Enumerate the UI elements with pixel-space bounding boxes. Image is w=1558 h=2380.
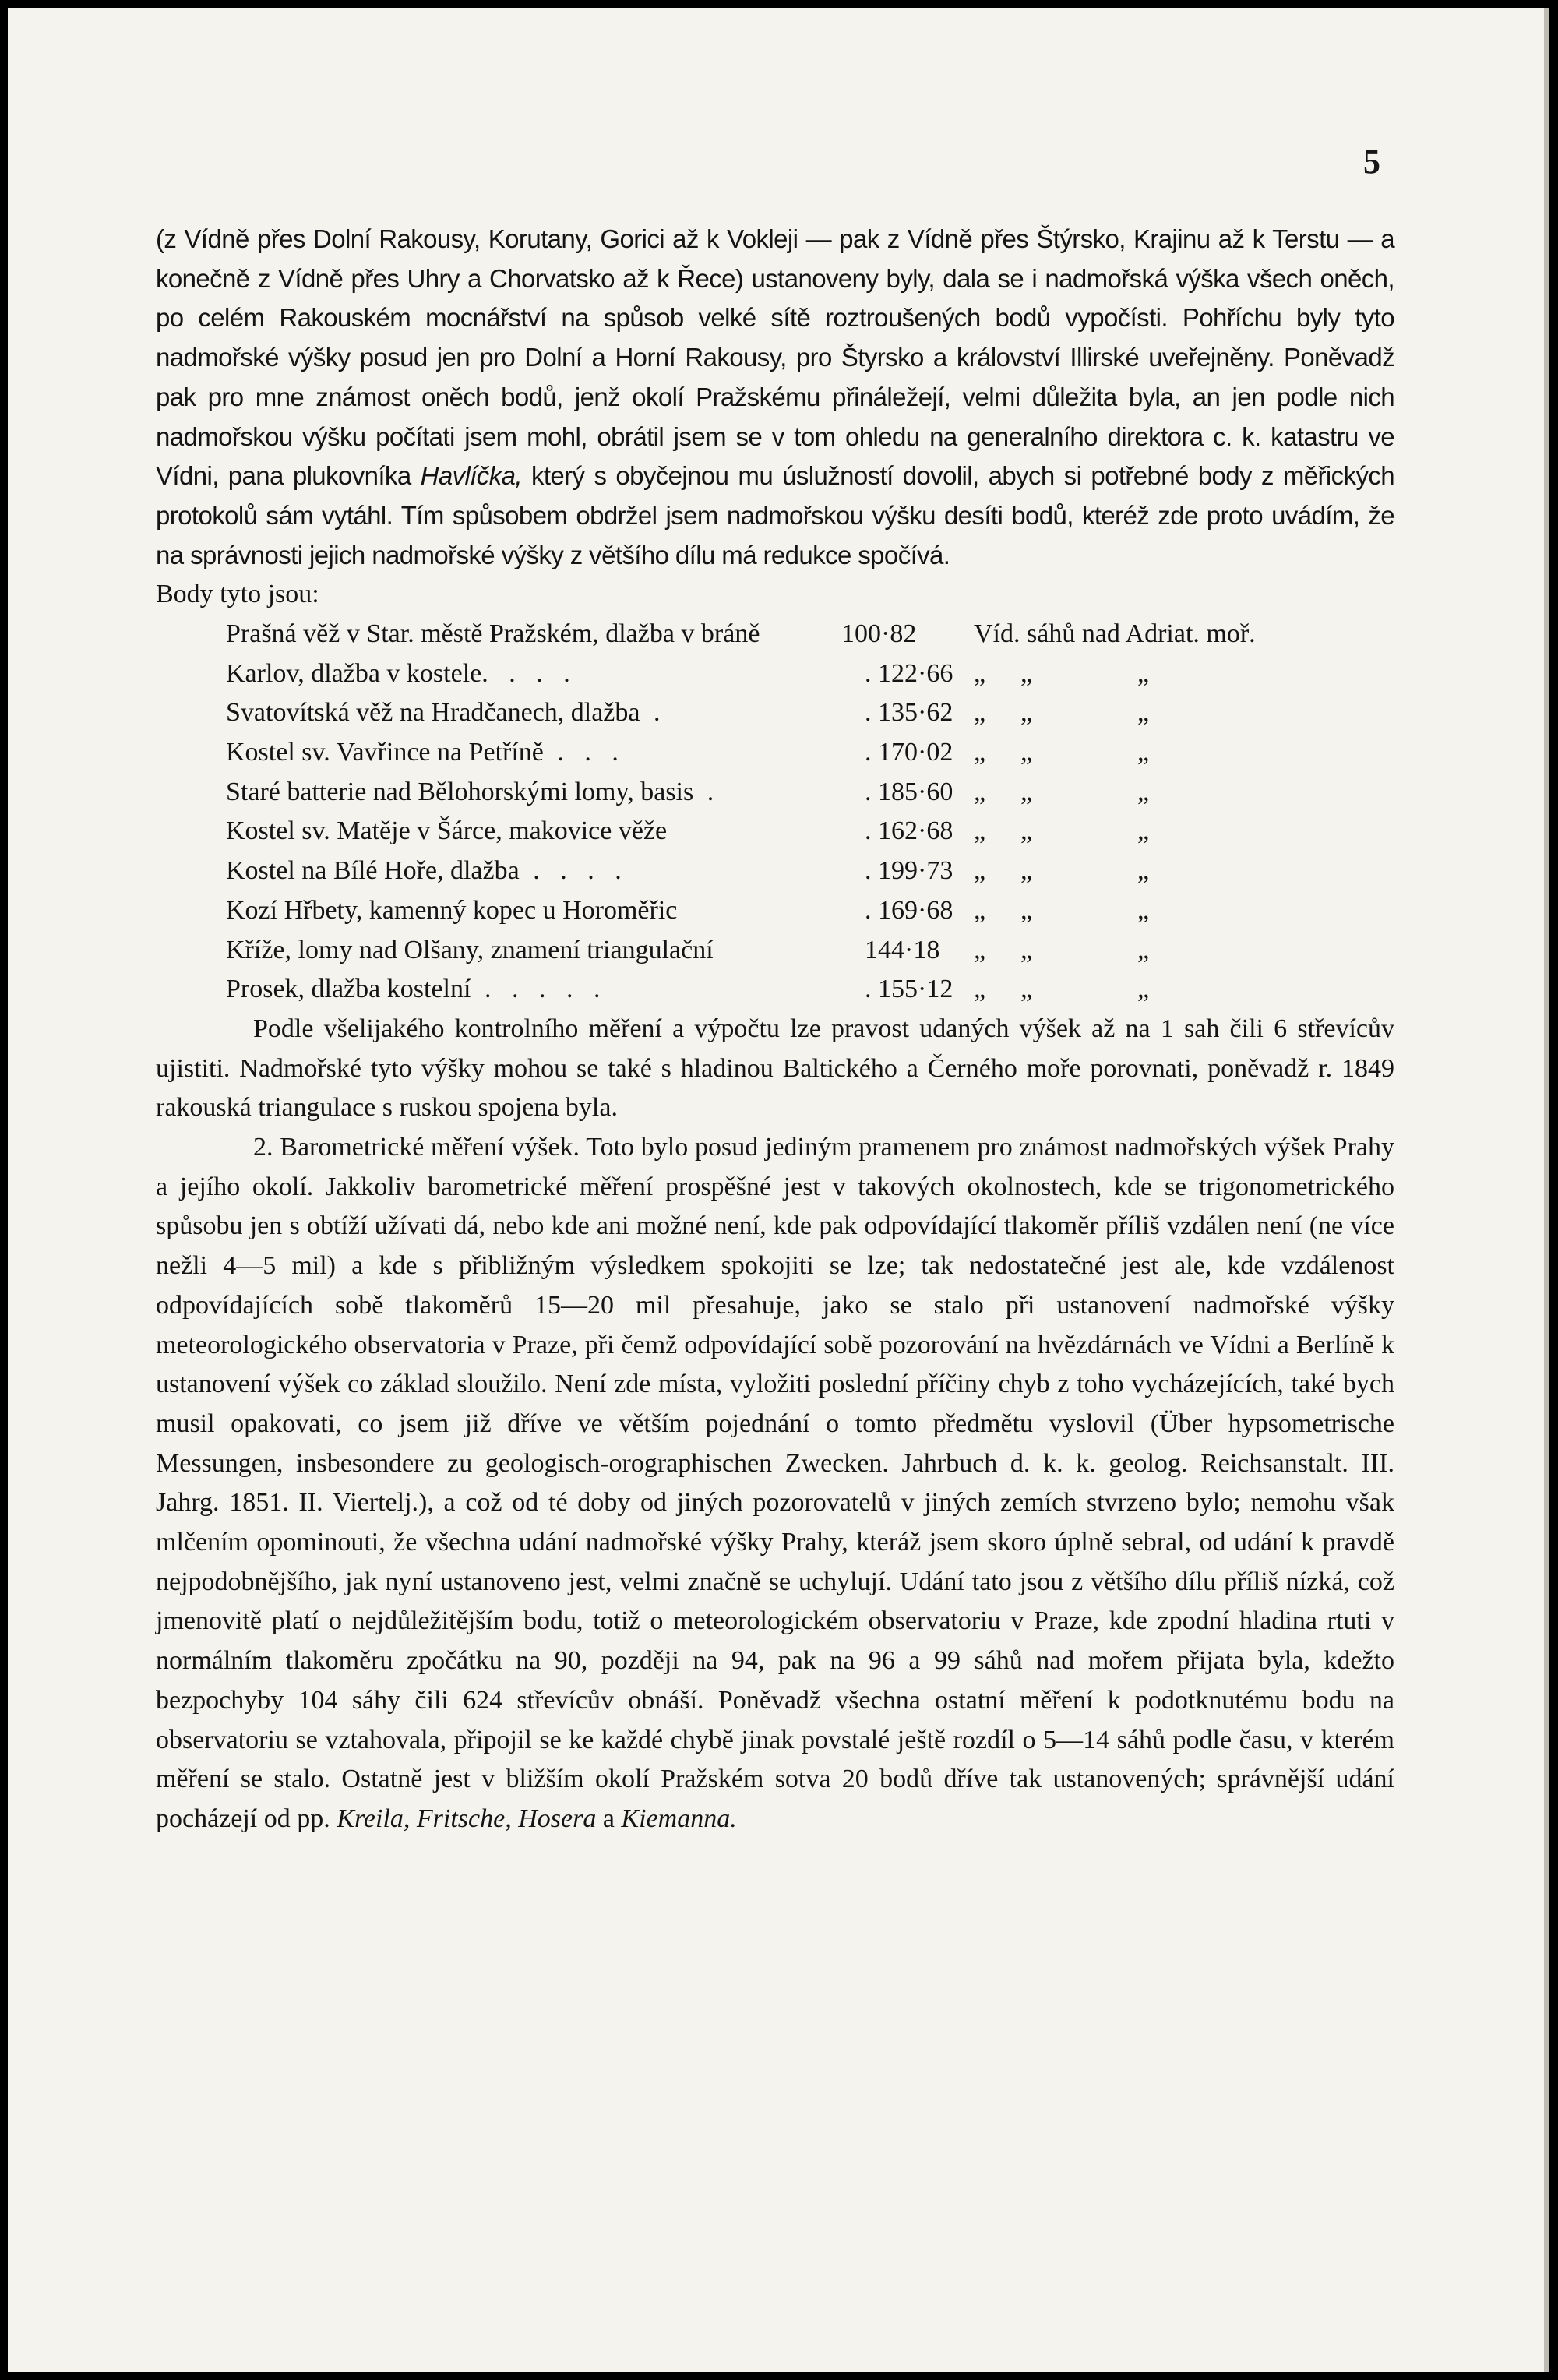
heights-place-name: Kostel sv. Matěje v Šárce, makovice věže (226, 816, 668, 846)
heights-row (226, 654, 1394, 694)
list-intro: Body tyto jsou: (156, 580, 319, 609)
heights-place-name: Prosek, dlažba kostelní (226, 975, 471, 1004)
ditto-mark: „ (1137, 975, 1150, 1004)
paragraph-intro (156, 220, 1394, 575)
heights-place-name: Kříže, lomy nad Olšany, znamení triangulační (226, 935, 714, 964)
ditto-mark: „ (974, 935, 986, 964)
heights-place (226, 654, 865, 694)
ditto-mark: „ (974, 975, 986, 1004)
ditto-mark: „ (974, 856, 986, 886)
heights-value: . 199·73 (865, 856, 953, 886)
heights-leader-dots: . (693, 777, 721, 806)
heights-row (226, 773, 1394, 813)
heights-leader-dots: . (640, 698, 668, 728)
ditto-mark: „ (1020, 856, 1033, 886)
heights-place (226, 812, 865, 852)
heights-row (226, 733, 1394, 773)
ditto-mark: „ (1137, 856, 1150, 886)
heights-place-name: Staré batterie nad Bělohorskými lomy, basis (226, 777, 694, 806)
heights-place-name: Kozí Hřbety, kamenný kopec u Horoměřic (226, 895, 678, 925)
ditto-mark: „ (974, 777, 986, 806)
name-kiemann: Kiemanna. (621, 1804, 737, 1833)
heights-row (226, 931, 1394, 971)
name-hoser: Hosera (518, 1804, 597, 1833)
heights-row (226, 852, 1394, 891)
ditto-mark: „ (974, 658, 986, 688)
ditto-mark: „ (1137, 777, 1150, 806)
heights-row (226, 615, 1394, 654)
paragraph-intro-end: který s obyčejnou mu úslužností dovolil, abych si potřebné body z měřických protokolů sám vytáhl. Tím spůsobem obdržel jsem nadmořskou výšku desíti bodů, kteréž zde proto uvádím, že na správnosti jejich nadmořské výšky z většího dílu má redukce spočívá. (156, 461, 1394, 569)
heights-place (226, 773, 865, 813)
ditto-mark: „ (1020, 777, 1033, 806)
heights-value: 100·82 (841, 619, 917, 649)
ditto-mark: „ (1137, 658, 1150, 688)
ditto-mark: „ (1137, 698, 1150, 728)
heights-place (226, 852, 865, 891)
heights-place-name: Svatovítská věž na Hradčanech, dlažba (226, 698, 640, 728)
paragraph-barometric (156, 1128, 1394, 1839)
ditto-mark: „ (1020, 658, 1033, 688)
ditto-mark: „ (1020, 738, 1033, 767)
heights-value: . 135·62 (865, 698, 953, 728)
text-block (156, 220, 1394, 1839)
heights-leader-dots: . . . . (519, 856, 629, 886)
ditto-mark: „ (974, 738, 986, 767)
heights-row (226, 891, 1394, 931)
page (8, 8, 1549, 2372)
heights-place (226, 931, 865, 971)
heights-place (226, 970, 865, 1010)
heights-place-name: Kostel na Bílé Hoře, dlažba (226, 856, 520, 886)
name-fritsch: Fritsche, (416, 1804, 512, 1833)
heights-value: . 155·12 (865, 975, 953, 1004)
heights-leader-dots: . . . (543, 738, 626, 767)
ditto-mark: „ (974, 895, 986, 925)
heights-rows (226, 654, 1394, 1010)
ditto-mark: „ (974, 816, 986, 846)
heights-place (226, 693, 865, 733)
heights-unit: Víd. sáhů nad Adriat. moř. (974, 619, 1256, 649)
ditto-mark: „ (1020, 895, 1033, 925)
ditto-mark: „ (1137, 935, 1150, 964)
heights-place-name: Karlov, dlažba v kostele (226, 658, 482, 688)
heights-row (226, 693, 1394, 733)
heights-value: . 185·60 (865, 777, 953, 806)
paragraph-accuracy: Podle všelijakého kontrolního měření a výpočtu lze pravost udaných výšek až na 1 sah čili 6 střevícův ujistiti. Nadmořské tyto výšky mohou se také s hladinou Baltického a Černého moře porovnati, poněvadž r. 1849 rakouská triangulace s ruskou spojena byla. (156, 1014, 1394, 1123)
heights-leader-dots: . . . . (481, 658, 577, 688)
heights-place: Prašná věž v Star. městě Pražském, dlažba v bráně (226, 619, 760, 649)
ditto-mark: „ (1020, 698, 1033, 728)
heights-value: . 170·02 (865, 738, 953, 767)
ditto-mark: „ (1020, 935, 1033, 964)
ditto-mark: „ (974, 698, 986, 728)
ditto-mark: „ (1137, 895, 1150, 925)
name-kreil: Kreila, (337, 1804, 411, 1833)
page-number: 5 (1363, 143, 1380, 181)
name-havlicek: Havlíčka, (420, 461, 522, 491)
heights-list (226, 615, 1394, 1010)
paragraph-barometric-text: 2. Barometrické měření výšek. Toto bylo posud jediným pramenem pro známost nadmořských výšek Prahy a jejího okolí. Jakkoliv barometrické měření prospěšné jest v takových okolnostech, kde se trigonometrického spůsobu jen s obtíží užívati dá, nebo kde ani možné není, kde pak odpovídající tlakoměr příliš vzdálen není (ne více nežli 4—5 mil) a kde s přibližným výsledkem spokojiti se lze; tak nedostatečné jest ale, kde vzdálenost odpovídajících sobě tlakoměrů 15—20 mil přesahuje, jako se stalo při ustanovení nadmořské výšky meteorologického observatoria v Praze, při čemž odpovídající sobě pozorování na hvězdárnách ve Vídni a Berlíně k ustanovení výšek co základ sloužilo. Není zde místa, vyložiti poslední příčiny chyb z toho vycházejících, také bych musil opakovati, co jsem již dříve ve větším pojednání o tomto předmětu vyslovil (Über hypsometrische Messungen, insbesondere zu geologisch-orographischen Zwecken. Jahrbuch d. k. k. geolog. Reichsanstalt. III. Jahrg. 1851. II. Viertelj.), a což od té doby od jiných pozorovatelů v jiných zemích stvrzeno bylo; nemohu však mlčením opominouti, že všechna udání nadmořské výšky Prahy, kteráž jsem skoro úplně sebral, od udání k pravdě nejpodobnějšího, jak nyní ustanoveno jest, velmi značně se uchylují. Udání tato jsou z většího dílu příliš nízká, což jmenovitě platí o nejdůležitějším bodu, totiž o meteorologickém observatoriu v Praze, kde zpodní hladina rtuti v normálním tlakoměru zpočátku na 90, později na 94, pak na 96 a 99 sáhů nad mořem přijata byla, kdežto bezpochyby 104 sáhy čili 624 střevícův obnáší. Poněvadž všechna ostatní měření k podotknutému bodu na observatoriu se vztahovala, připojil se ke každé chybě jinak povstalé ještě rozdíl o 5—14 sáhů podle času, v kterém měření se stalo. Ostatně jest v bližším okolí Pražském sotva 20 bodů dříve tak ustanovených; správnější udání pocházejí od pp. (156, 1133, 1394, 1833)
ditto-mark: „ (1137, 816, 1150, 846)
conjunction: a (602, 1804, 615, 1833)
heights-row (226, 812, 1394, 852)
heights-value: . 162·68 (865, 816, 953, 846)
heights-row (226, 970, 1394, 1010)
heights-value: . 122·66 (865, 658, 953, 688)
heights-value: . 169·68 (865, 895, 953, 925)
ditto-mark: „ (1020, 975, 1033, 1004)
heights-place (226, 891, 865, 931)
heights-place (226, 733, 865, 773)
paragraph-intro-text: (z Vídně přes Dolní Rakousy, Korutany, Gorici až k Vokleji — pak z Vídně přes Štýrsko, Krajinu až k Terstu — a konečně z Vídně přes Uhry a Chorvatsko až k Řece) ustanoveny byly, dala se i nadmořská výška všech oněch, po celém Rakouském mocnářství na spůsob velké sítě roztroušených bodů vypočísti. Pohříchu byly tyto nadmořské výšky posud jen pro Dolní a Horní Rakousy, pro Štyrsko a království Illirské uveřejněny. Poněvadž pak pro mne známost oněch bodů, jenž okolí Pražskému přináležejí, velmi důležita byla, an jen podle nich nadmořskou výšku počítati jsem mohl, obrátil jsem se v tom ohledu na generalního direktora c. k. katastru ve Vídni, pana plukovníka (156, 224, 1394, 491)
ditto-mark: „ (1020, 816, 1033, 846)
heights-leader-dots: . . . . . (471, 975, 608, 1004)
heights-place-name: Kostel sv. Vavřince na Petříně (226, 738, 544, 767)
ditto-mark: „ (1137, 738, 1150, 767)
heights-value: 144·18 (865, 935, 940, 964)
